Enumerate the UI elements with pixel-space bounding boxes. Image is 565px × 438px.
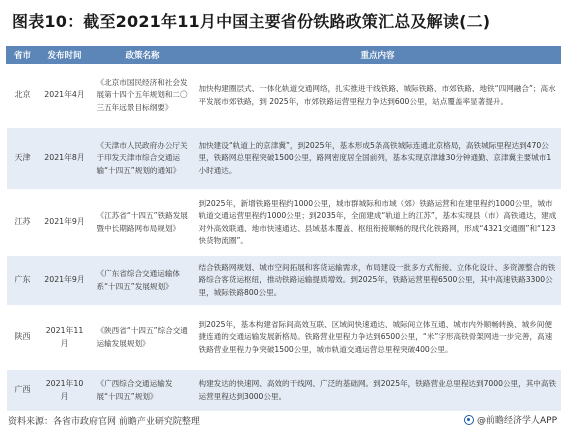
table-row: [7, 370, 561, 412]
cell-policy: 《陕西省“十四五”综合交通运输发展规划》: [91, 306, 195, 370]
header-date: 发布时间: [39, 47, 91, 64]
cell-policy: 《天津市人民政府办公厅关于印发天津市综合交通运输“十四五”规划的通知》: [91, 128, 195, 190]
brand-label: @前瞻经济学人APP: [476, 416, 557, 426]
cell-province: 广西: [7, 370, 39, 412]
cell-date: 2021年10月: [39, 370, 91, 412]
cell-province: 陕西: [7, 306, 39, 370]
table-header-row: [7, 47, 561, 64]
cell-date: 2021年9月: [39, 256, 91, 306]
cell-policy: 《广西综合交通运输发展“十四五”规划》: [91, 370, 195, 412]
cell-policy: 《广东省综合交通运输体系“十四五”发展规划》: [91, 256, 195, 306]
cell-province: 天津: [7, 128, 39, 190]
cell-content: 到2025年，新增铁路里程约1000公里，城市群城际和市域（郊）铁路运营和在建里程约1000公里，城市轨道交通运营里程约1000公里；到2035年，全面建成“轨道上的江苏”，基本实现县（市）高铁通达，建成对外高效联通、地市快速通达、县域基本覆盖、枢纽衔接顺畅的现代化铁路网，形成“4321交通圈”和“123快货物流圈”。: [195, 190, 561, 256]
cell-date: 2021年9月: [39, 190, 91, 256]
cell-province: 广东: [7, 256, 39, 306]
brand-logo-icon: [464, 415, 474, 425]
cell-province: 江苏: [7, 190, 39, 256]
header-province: 省市: [7, 47, 39, 64]
table-row: [7, 64, 561, 128]
table-row: [7, 256, 561, 306]
source-note: 资料来源：各省市政府官网 前瞻产业研究院整理: [8, 417, 200, 427]
table-row: [7, 190, 561, 256]
cell-date: 2021年11月: [39, 306, 91, 370]
cell-content: 加快构建圈层式、一体化轨道交通网络，扎实推进干线铁路、城际铁路、市郊铁路、地铁“四网融合”；高水平发展市郊铁路，到 2025年，市郊铁路运营里程力争达到600公里，站点覆盖率显著提升。: [195, 64, 561, 128]
cell-content: 结合铁路网规划、城市空间拓展和客货运输需求，布局建设一批多方式衔接、立体化设计、多资源整合的铁路综合客货运枢纽，推动铁路运输提质增效。到2025年，铁路运营里程6500公里，其中高速铁路3300公里，城际铁路800公里。: [195, 256, 561, 306]
cell-date: 2021年4月: [39, 64, 91, 128]
header-policy: 政策名称: [91, 47, 195, 64]
cell-content: 加快建设“轨道上的京津冀”，到2025年，基本形成5条高铁城际连通北京格局，高铁城际里程达到470公里，铁路网总里程突破1500公里，路网密度居全国前列，基本实现京津雄30分钟通勤、京津冀主要城市1小时通达。: [195, 128, 561, 190]
cell-content: 构建发达的快速网、高效的干线网、广泛的基础网。到2025年，铁路营业总里程达到7000公里，其中高铁运营里程达到3000公里。: [195, 370, 561, 412]
page-title: 图表10：截至2021年11月中国主要省份铁路政策汇总及解读(二): [12, 12, 491, 31]
cell-policy: 《江苏省“十四五”铁路发展暨中长期路网布局规划》: [91, 190, 195, 256]
cell-content: 到2025年，基本构建省际间高效互联、区域间快速通达、城际间立体互通、城市内外顺畅转换、城乡间便捷连通的交通运输发展新格局。铁路营业里程力争达到6500公里，“米”字形高铁骨架网进一步完善，高速铁路营业里程力争突破1500公里，城市轨道交通运营总里程突破400公里。: [195, 306, 561, 370]
cell-province: 北京: [7, 64, 39, 128]
table-row: [7, 306, 561, 370]
table-row: [7, 128, 561, 190]
cell-policy: 《北京市国民经济和社会发展第十四个五年规划和二〇三五年远景目标纲要》: [91, 64, 195, 128]
brand-watermark: [464, 413, 557, 426]
header-content: 重点内容: [195, 47, 561, 64]
policy-table: [6, 46, 561, 412]
cell-date: 2021年8月: [39, 128, 91, 190]
